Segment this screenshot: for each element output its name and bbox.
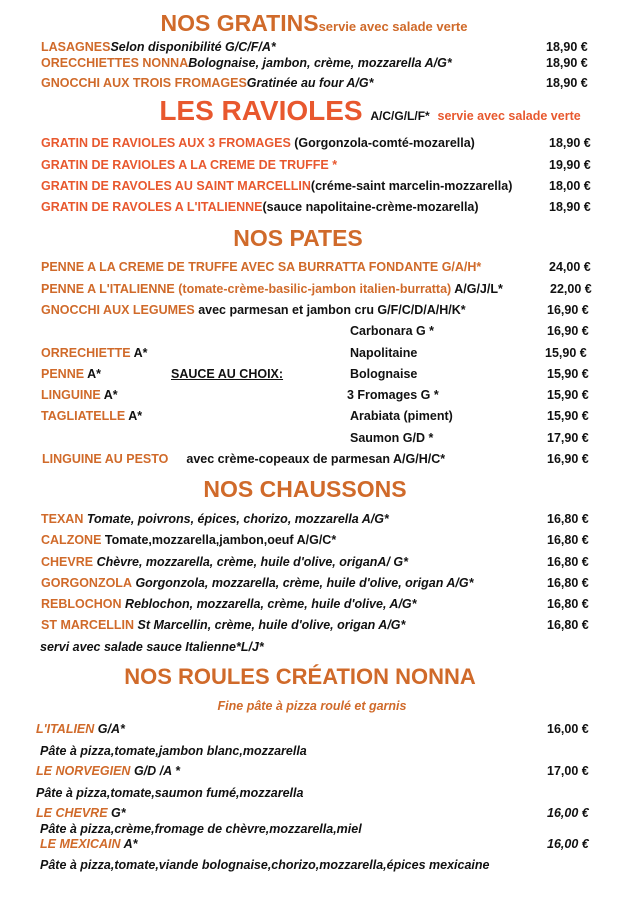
item-description: (créme-saint marcelin-mozzarella) bbox=[310, 179, 513, 193]
pasta-option bbox=[41, 408, 142, 424]
item-description: Gorgonzola, mozzarella, crème, huile d'olive, origan A/G* bbox=[131, 576, 474, 590]
pasta-allergen: A* bbox=[130, 346, 148, 360]
sauce-price: 15,90 € bbox=[547, 388, 589, 402]
item-price: 16,80 € bbox=[547, 597, 589, 611]
menu-item bbox=[36, 721, 125, 737]
item-description: Gratinée au four A/G* bbox=[246, 76, 374, 90]
item-price: 16,80 € bbox=[547, 576, 589, 590]
menu-item bbox=[41, 55, 452, 71]
section-subtitle: servie avec salade verte bbox=[437, 109, 581, 123]
pasta-name: LINGUINE bbox=[41, 388, 101, 402]
item-price: 18,90 € bbox=[549, 200, 591, 214]
item-price: 16,80 € bbox=[547, 533, 589, 547]
menu-item bbox=[36, 763, 180, 779]
pasta-allergen: A* bbox=[100, 388, 118, 402]
sauce-name: Bolognaise bbox=[350, 367, 418, 381]
item-description: (Gorgonzola-comté-mozarella) bbox=[290, 136, 475, 150]
section-allergens: A/C/G/L/F* bbox=[370, 109, 430, 123]
sauce-price: 16,90 € bbox=[547, 324, 589, 338]
item-name: GRATIN DE RAVOLES A L'ITALIENNE bbox=[41, 200, 263, 214]
sauce-au-choix-label bbox=[171, 366, 283, 382]
item-description: Pâte à pizza,tomate,saumon fumé,mozzarella bbox=[36, 786, 304, 800]
pasta-name: ORRECHIETTE bbox=[41, 346, 131, 360]
item-name: GNOCCHI AUX LEGUMES bbox=[41, 303, 195, 317]
menu-item bbox=[41, 302, 466, 318]
item-name: LE CHEVRE bbox=[36, 806, 108, 820]
item-description: Pâte à pizza,tomate,jambon blanc,mozzarella bbox=[40, 744, 307, 758]
menu-item bbox=[41, 511, 389, 527]
sauce-name: 3 Fromages G * bbox=[347, 388, 439, 402]
item-description: A/G/J/L* bbox=[451, 282, 503, 296]
item-name: GORGONZOLA bbox=[41, 576, 132, 590]
item-description: Reblochon, mozzarella, crème, huile d'olive, A/G* bbox=[121, 597, 417, 611]
item-name: LE NORVEGIEN bbox=[36, 764, 131, 778]
sauce-name: Carbonara G * bbox=[350, 324, 435, 338]
item-name: PENNE A LA CREME DE TRUFFE AVEC SA BURRATTA FONDANTE G/A/H* bbox=[41, 260, 482, 274]
menu-item bbox=[41, 617, 405, 633]
item-price: 24,00 € bbox=[549, 260, 591, 274]
item-name: LE MEXICAIN bbox=[40, 837, 121, 851]
menu-item bbox=[41, 596, 417, 612]
item-price: 18,00 € bbox=[549, 179, 591, 193]
item-name: GRATIN DE RAVIOLES AUX 3 FROMAGES bbox=[41, 136, 291, 150]
menu-item bbox=[41, 199, 479, 215]
item-price: 17,00 € bbox=[547, 764, 589, 778]
menu-item bbox=[41, 157, 337, 173]
item-name: GNOCCHI AUX TROIS FROMAGES bbox=[41, 76, 247, 90]
item-price: 16,90 € bbox=[547, 452, 589, 466]
menu-item bbox=[41, 39, 276, 55]
menu-item bbox=[41, 532, 336, 548]
item-price: 16,00 € bbox=[547, 837, 589, 851]
item-name: GRATIN DE RAVOLES AU SAINT MARCELLIN bbox=[41, 179, 311, 193]
item-description: (sauce napolitaine-crème-mozarella) bbox=[262, 200, 479, 214]
pasta-option bbox=[41, 366, 101, 382]
item-description: avec parmesan et jambon cru G/F/C/D/A/H/K* bbox=[194, 303, 466, 317]
ravioles-heading bbox=[50, 95, 640, 127]
item-price: 16,80 € bbox=[547, 555, 589, 569]
section-subtitle: servie avec salade verte bbox=[318, 19, 468, 34]
item-name: GRATIN DE RAVIOLES A LA CREME DE TRUFFE * bbox=[41, 158, 338, 172]
sauce-price: 15,90 € bbox=[545, 346, 587, 360]
item-price: 16,00 € bbox=[547, 806, 589, 820]
section-title: LES RAVIOLES bbox=[159, 95, 363, 126]
item-allergen: A* bbox=[120, 837, 138, 851]
item-price: 18,90 € bbox=[546, 40, 588, 54]
item-price: 18,90 € bbox=[546, 76, 588, 90]
item-price: 16,80 € bbox=[547, 512, 589, 526]
item-name: REBLOCHON bbox=[41, 597, 122, 611]
sauce-name: Saumon G/D * bbox=[350, 431, 434, 445]
menu-item bbox=[40, 836, 137, 852]
pasta-allergen: A* bbox=[84, 367, 101, 381]
section-title: NOS GRATINS bbox=[160, 10, 319, 36]
item-name: ST MARCELLIN bbox=[41, 618, 135, 632]
item-name: LINGUINE AU PESTO bbox=[42, 452, 169, 466]
item-description: St Marcellin, crème, huile d'olive, origan A/G* bbox=[134, 618, 406, 632]
item-price: 16,00 € bbox=[547, 722, 589, 736]
item-description: Pâte à pizza,tomate,viande bolognaise,chorizo,mozzarella,épices mexicaine bbox=[40, 858, 490, 872]
menu-item bbox=[41, 75, 373, 91]
item-name: CALZONE bbox=[41, 533, 102, 547]
menu-item bbox=[41, 135, 475, 151]
item-price: 19,90 € bbox=[549, 158, 591, 172]
menu-item bbox=[42, 451, 445, 467]
sauce-label-text: SAUCE AU CHOIX: bbox=[171, 367, 284, 381]
item-name: PENNE A L'ITALIENNE (tomate-crème-basilic-jambon italien-burratta) bbox=[41, 282, 452, 296]
item-price: 16,80 € bbox=[547, 618, 589, 632]
pasta-option bbox=[41, 345, 148, 361]
item-name: CHEVRE bbox=[41, 555, 94, 569]
pasta-option bbox=[41, 387, 118, 403]
item-name: LASAGNES bbox=[41, 40, 111, 54]
pasta-name: TAGLIATELLE bbox=[41, 409, 126, 423]
sauce-price: 17,90 € bbox=[547, 431, 589, 445]
item-price: 18,90 € bbox=[549, 136, 591, 150]
item-description: Chèvre, mozzarella, crème, huile d'olive, origanA/ G* bbox=[93, 555, 408, 569]
chaussons-heading: NOS CHAUSSONS bbox=[203, 476, 407, 502]
sauce-price: 15,90 € bbox=[547, 367, 589, 381]
item-allergen: G/D /A * bbox=[130, 764, 181, 778]
roules-heading: NOS ROULES CRÉATION NONNA bbox=[124, 664, 476, 689]
sauce-price: 15,90 € bbox=[547, 409, 589, 423]
gratins-heading bbox=[0, 10, 634, 37]
pates-heading: NOS PATES bbox=[233, 225, 363, 251]
menu-item bbox=[36, 805, 126, 821]
item-price: 18,90 € bbox=[546, 56, 588, 70]
item-description: avec crème-copeaux de parmesan A/G/H/C* bbox=[186, 452, 446, 466]
item-name: L'ITALIEN bbox=[36, 722, 95, 736]
item-description: Tomate, poivrons, épices, chorizo, mozzarella A/G* bbox=[83, 512, 389, 526]
item-description: Tomate,mozzarella,jambon,oeuf A/G/C* bbox=[101, 533, 337, 547]
chaussons-note: servi avec salade sauce Italienne*L/J* bbox=[40, 640, 264, 654]
roules-subtitle: Fine pâte à pizza roulé et garnis bbox=[217, 699, 407, 713]
item-name: ORECCHIETTES NONNA bbox=[41, 56, 189, 70]
item-description: Selon disponibilité G/C/F/A* bbox=[110, 40, 276, 54]
item-price: 22,00 € bbox=[550, 282, 592, 296]
item-price: 16,90 € bbox=[547, 303, 589, 317]
pasta-name: PENNE bbox=[41, 367, 85, 381]
menu-item bbox=[41, 554, 408, 570]
menu-item bbox=[41, 575, 473, 591]
item-description: Bolognaise, jambon, crème, mozzarella A/G* bbox=[188, 56, 452, 70]
item-allergen: G* bbox=[107, 806, 126, 820]
item-name: TEXAN bbox=[41, 512, 84, 526]
sauce-name: Napolitaine bbox=[350, 346, 418, 360]
pasta-allergen: A* bbox=[125, 409, 143, 423]
item-allergen: G/A* bbox=[94, 722, 125, 736]
menu-item bbox=[41, 259, 481, 275]
menu-item bbox=[41, 281, 503, 297]
item-description: Pâte à pizza,crème,fromage de chèvre,mozzarella,miel bbox=[40, 822, 362, 836]
menu-item bbox=[41, 178, 512, 194]
sauce-name: Arabiata (piment) bbox=[350, 409, 453, 423]
